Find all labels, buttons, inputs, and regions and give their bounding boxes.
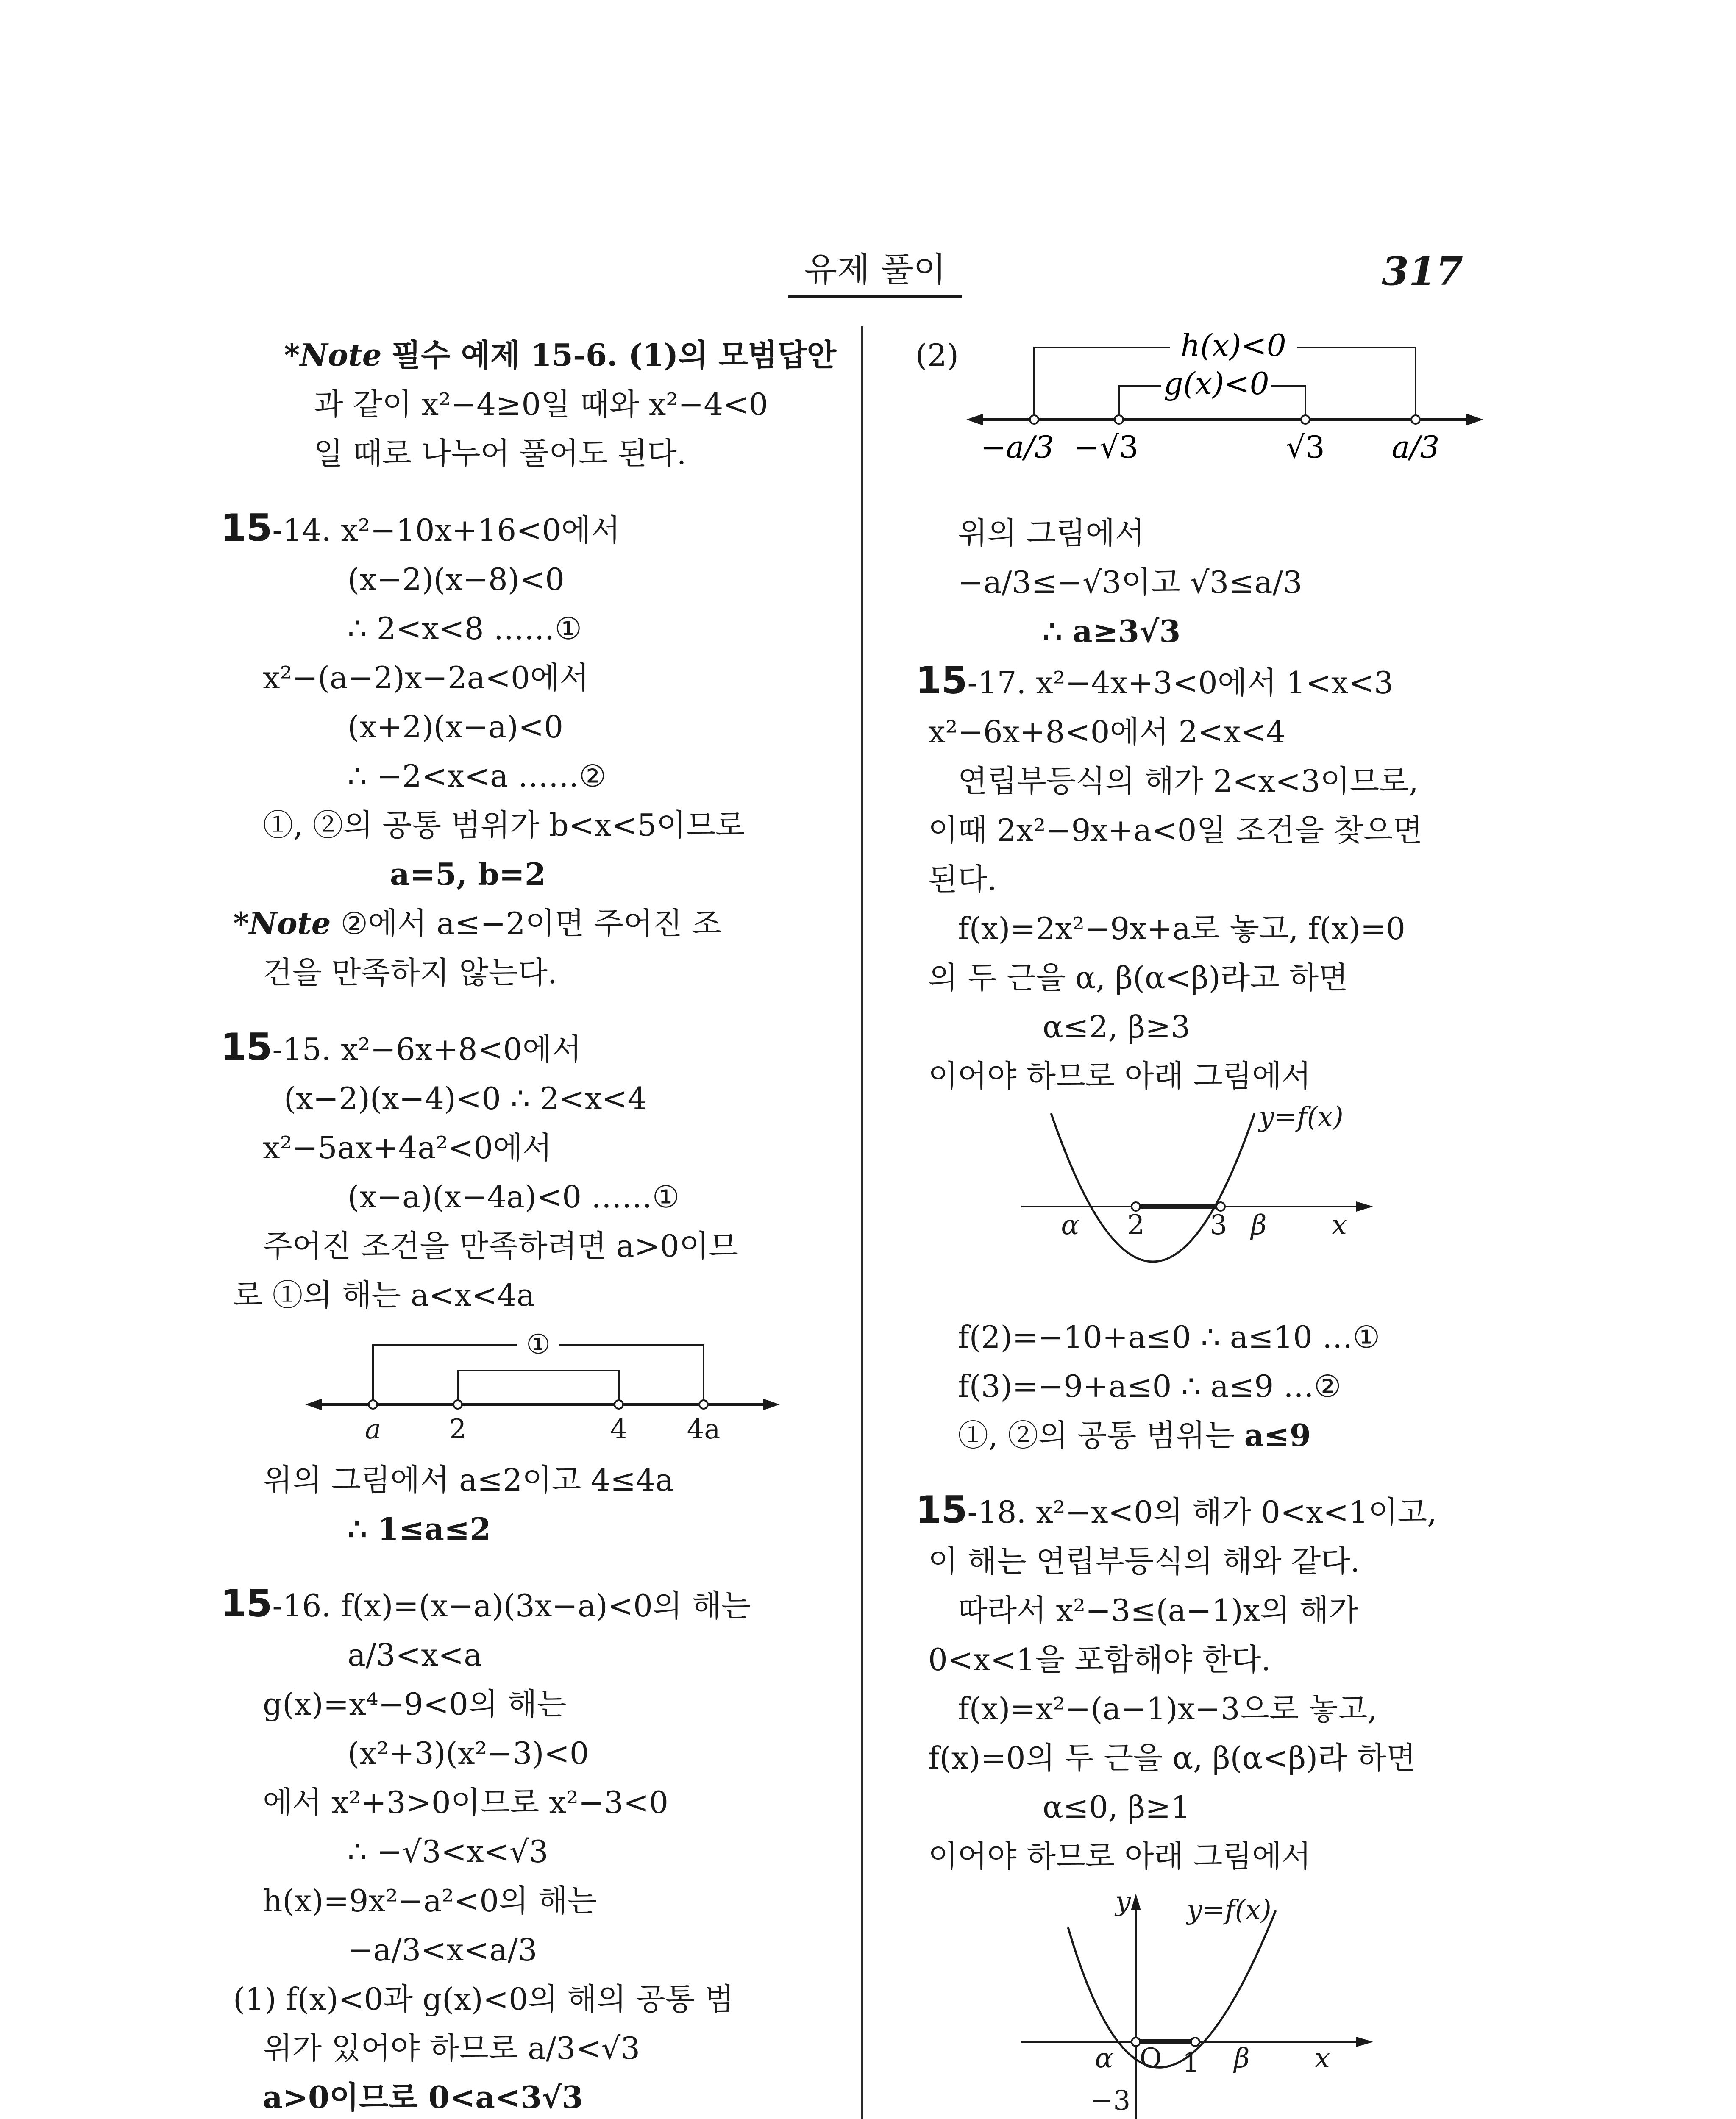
line: (x+2)(x−a)<0 xyxy=(348,709,564,745)
line: (x−a)(x−4a)<0 ……① xyxy=(348,1179,680,1215)
line: ∴ −2<x<a ……② xyxy=(348,758,606,794)
conclusion xyxy=(915,1411,1522,1460)
line: 이어야 하므로 아래 그림에서 xyxy=(928,1838,1311,1874)
axis-label: x xyxy=(1331,1210,1347,1241)
line: x²−6x+8<0에서 2<x<4 xyxy=(928,714,1286,750)
line: 로 ①의 해는 a<x<4a xyxy=(233,1277,535,1313)
problem-15-15-head xyxy=(220,1023,843,1074)
line: (1) f(x)<0과 g(x)<0의 해의 공통 범 xyxy=(233,1981,734,2017)
problem-15-14-head xyxy=(220,503,843,555)
problem-number: 15 xyxy=(915,659,968,702)
note-label: *Note xyxy=(284,337,382,373)
problem-sub: -18. xyxy=(967,1494,1027,1530)
tick-label: −a/3 xyxy=(980,429,1054,465)
line: (x−2)(x−8)<0 xyxy=(348,562,565,597)
line: f(3)=−9+a≤0 ∴ a≤9 …② xyxy=(958,1368,1341,1404)
origin-label: O xyxy=(1139,2043,1162,2074)
line: ∴ 2<x<8 ……① xyxy=(348,611,582,646)
note-1-line-3: 일 때로 나누어 풀어도 된다. xyxy=(314,436,687,471)
line: 의 두 근을 α, β(α<β)라고 하면 xyxy=(928,960,1348,996)
left-column xyxy=(220,331,843,2119)
note-text: ②에서 a≤−2이면 주어진 조 xyxy=(340,906,722,941)
tick-label: 2 xyxy=(449,1414,467,1445)
problem-15-17-head xyxy=(915,656,1522,707)
tick-label: √3 xyxy=(1286,429,1325,465)
line: α≤2, β≥3 xyxy=(1043,1009,1191,1045)
part-label: (2) xyxy=(915,337,959,373)
tick-label: 1 xyxy=(1182,2047,1200,2078)
root-beta-label: β xyxy=(1234,2043,1250,2074)
note-ref: 필수 예제 15-6. (1)의 모범답안 xyxy=(391,337,837,373)
note-label: *Note xyxy=(233,905,331,941)
note-1 xyxy=(220,331,843,380)
line: 따라서 x²−3≤(a−1)x의 해가 xyxy=(958,1593,1358,1628)
problem-number: 15 xyxy=(220,1025,273,1069)
problem-15-18-head xyxy=(915,1485,1522,1537)
line: 에서 x²+3>0이므로 x²−3<0 xyxy=(263,1785,669,1820)
bracket-label: ① xyxy=(526,1329,551,1360)
line: a/3<x<a xyxy=(348,1637,482,1673)
root-alpha-label: α xyxy=(1061,1210,1079,1241)
column-divider xyxy=(861,326,863,2119)
outer-bracket-label: h(x)<0 xyxy=(1180,331,1286,363)
line: 연립부등식의 해가 2<x<3이므로, xyxy=(958,763,1419,799)
problem-sub: -14. xyxy=(272,512,331,548)
problem-15-16-part-2 xyxy=(915,331,1522,509)
line: 위가 있어야 하므로 a/3<√3 xyxy=(263,2030,640,2066)
number-line-figure-2 xyxy=(949,331,1500,500)
line: x²−6x+8<0에서 xyxy=(341,1032,581,1067)
tick-label: 3 xyxy=(1210,1210,1227,1241)
y-intercept-label: −3 xyxy=(1090,2085,1131,2116)
answer: ∴ a≥3√3 xyxy=(1043,613,1181,649)
curve-label: y=f(x) xyxy=(1259,1105,1344,1133)
line: (x²+3)(x²−3)<0 xyxy=(348,1735,589,1771)
line: x²−4x+3<0에서 1<x<3 xyxy=(1036,665,1394,701)
problem-number: 15 xyxy=(915,1488,968,1532)
number-line-figure-1 xyxy=(220,1324,814,1451)
answer: a>0이므로 0<a<3√3 xyxy=(263,2079,583,2115)
tick-label: 4 xyxy=(610,1414,628,1445)
tick-label: 2 xyxy=(1127,1210,1145,1241)
line: −a/3≤−√3이고 √3≤a/3 xyxy=(958,565,1302,600)
section-title: 유제 풀이 xyxy=(804,250,946,289)
line: ①, ②의 공통 범위가 b<x<5이므로 xyxy=(263,807,745,843)
note-2-line-2: 건을 만족하지 않는다. xyxy=(263,955,557,990)
line: x²−x<0의 해가 0<x<1이고, xyxy=(1036,1494,1437,1530)
line: f(x)=x²−(a−1)x−3으로 놓고, xyxy=(958,1691,1377,1727)
problem-sub: -15. xyxy=(272,1032,331,1067)
line: x²−10x+16<0에서 xyxy=(341,512,620,548)
problem-15-16-head xyxy=(220,1579,843,1630)
problem-number: 15 xyxy=(220,1582,273,1625)
page-number: 317 xyxy=(1382,248,1463,294)
root-beta-label: β xyxy=(1251,1210,1267,1241)
line: f(x)=0의 두 근을 α, β(α<β)라 하면 xyxy=(928,1740,1416,1776)
note-2 xyxy=(220,899,843,948)
axis-label: x xyxy=(1314,2043,1330,2074)
right-column xyxy=(915,331,1522,2119)
line: x²−5ax+4a²<0에서 xyxy=(263,1130,552,1165)
conclusion-text: ①, ②의 공통 범위는 xyxy=(958,1418,1244,1453)
line: f(x)=(x−a)(3x−a)<0의 해는 xyxy=(341,1588,751,1624)
inner-bracket-label: g(x)<0 xyxy=(1163,366,1269,401)
line: 0<x<1을 포함해야 한다. xyxy=(928,1642,1271,1677)
answer: ∴ 1≤a≤2 xyxy=(348,1511,491,1547)
tick-label: −√3 xyxy=(1074,429,1139,465)
tick-label: a xyxy=(364,1414,381,1445)
line: g(x)=x⁴−9<0의 해는 xyxy=(263,1686,567,1722)
line: 위의 그림에서 a≤2이고 4≤4a xyxy=(263,1462,674,1498)
answer: a=5, b=2 xyxy=(390,856,546,892)
parabola-figure-2 xyxy=(915,1885,1466,2119)
line: (x−2)(x−4)<0 ∴ 2<x<4 xyxy=(284,1081,647,1116)
line: ∴ −√3<x<√3 xyxy=(348,1834,548,1869)
parabola-figure-1 xyxy=(915,1105,1466,1308)
tick-label: 4a xyxy=(687,1414,721,1445)
line: α≤0, β≥1 xyxy=(1043,1789,1191,1825)
line: x²−(a−2)x−2a<0에서 xyxy=(263,660,589,695)
problem-sub: -17. xyxy=(967,665,1027,701)
line: f(2)=−10+a≤0 ∴ a≤10 …① xyxy=(958,1319,1380,1355)
line: 주어진 조건을 만족하려면 a>0이므 xyxy=(263,1228,738,1264)
note-1-line-2: 과 같이 x²−4≥0일 때와 x²−4<0 xyxy=(314,387,768,422)
curve-label: y=f(x) xyxy=(1187,1894,1271,1926)
problem-number: 15 xyxy=(220,506,273,550)
line: h(x)=9x²−a²<0의 해는 xyxy=(263,1883,597,1919)
axis-label: y xyxy=(1115,1886,1131,1917)
line: f(x)=2x²−9x+a로 놓고, f(x)=0 xyxy=(958,911,1405,946)
line: −a/3<x<a/3 xyxy=(348,1932,537,1968)
line: 이때 2x²−9x+a<0일 조건을 찾으면 xyxy=(928,812,1423,848)
tick-label: a/3 xyxy=(1391,429,1440,465)
line: 위의 그림에서 xyxy=(958,515,1145,551)
line: 된다. xyxy=(928,862,997,897)
problem-sub: -16. xyxy=(272,1588,331,1624)
line: 이 해는 연립부등식의 해와 같다. xyxy=(928,1543,1360,1579)
title-underline xyxy=(788,295,962,298)
answer: a≤9 xyxy=(1244,1417,1311,1453)
root-alpha-label: α xyxy=(1095,2043,1113,2074)
line: 이어야 하므로 아래 그림에서 xyxy=(928,1058,1311,1094)
